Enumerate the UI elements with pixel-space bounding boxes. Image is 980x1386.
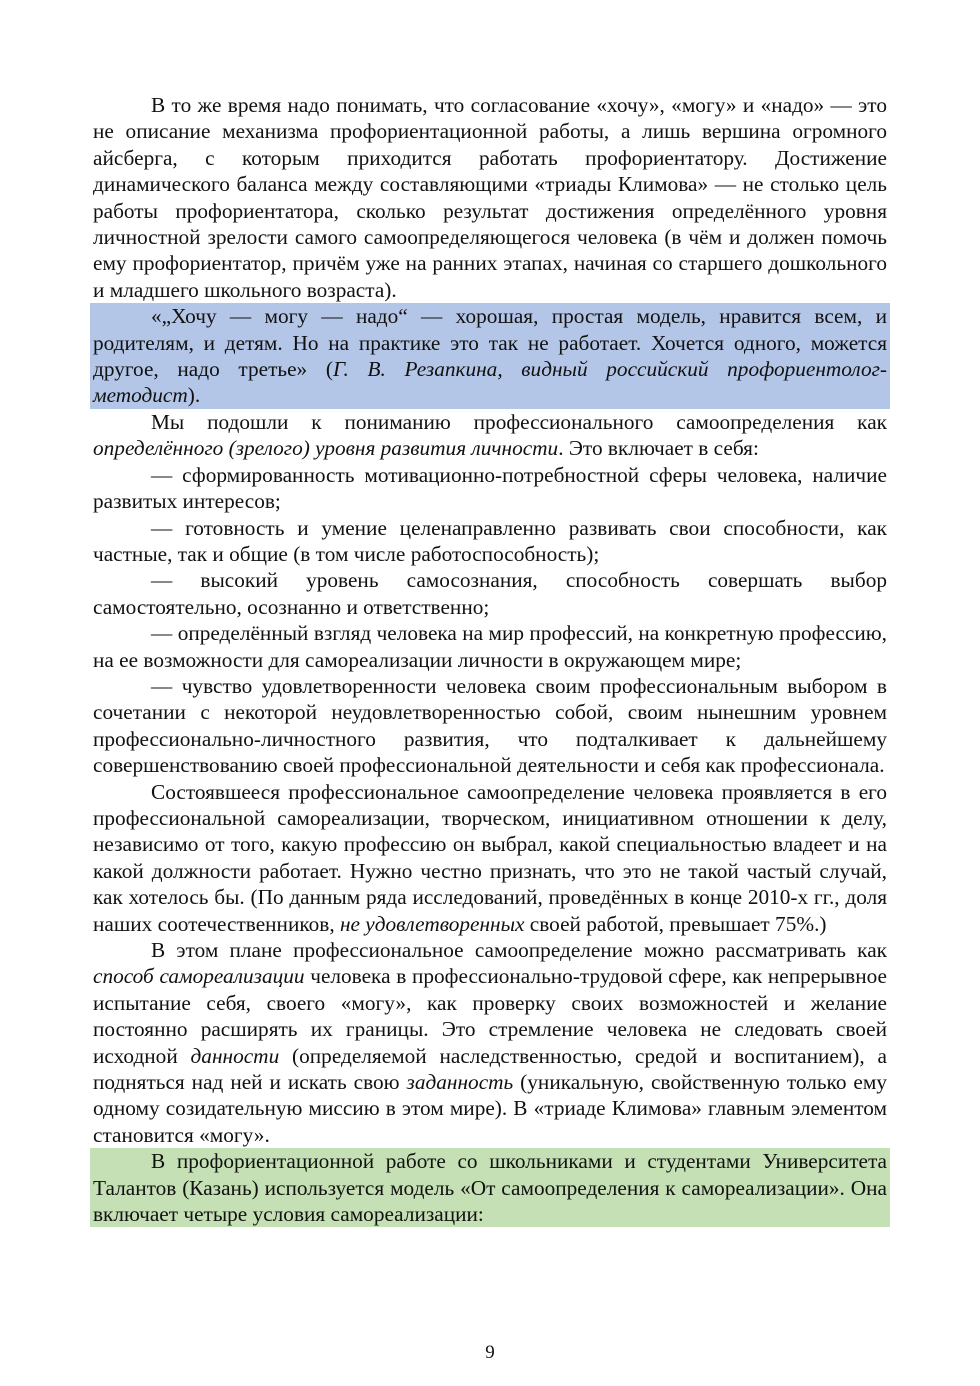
text-run: (уникальную, свойственную только ему одному созидательную миссию в этом мире). В «триаде Климова» главным элементом становится «могу». <box>93 1070 887 1147</box>
text-run: — сформированность мотивационно-потребностной сферы человека, наличие развитых интересов; <box>93 462 887 514</box>
text-run: — готовность и умение целенаправленно развивать свои способности, как частные, так и общие (в том числе работоспособность); <box>93 515 887 566</box>
body-paragraph <box>93 462 887 515</box>
text-run: — высокий уровень самосознания, способность совершать выбор самостоятельно, осознанно и ответственно; <box>93 568 887 619</box>
text-run: В то же время надо понимать, что согласование «хочу», «могу» и «надо» — это не описание механизма профориентационной работы, а лишь вершина огромного айсберга, с которым приходится работать профориентатору. Достижение динамического баланса между составляющими «триады Климова» — не столько цель работы профориентатора, сколько результат достижения определённого уровня личностной зрелости самого самоопределяющегося человека (в чём и должен помочь ему профориентатор, причём уже на ранних этапах, начиная со старшего дошкольного и младшего школьного возраста). <box>93 93 887 302</box>
italic-text: определённого (зрелого) уровня развития личности <box>93 436 559 461</box>
text-run: Состоявшееся профессиональное самоопределение человека проявляется в его профессиональной самореализации, творческом, инициативном отношении к делу, независимо от того, какую профессию он выбрал, какой специальностью владеет и на какой должности работает. Нужно честно признать, что это не такой частый случай, как хотелось бы. (По данным ряда исследований, проведённых в конце 2010-х гг., доля наших соотечественников, <box>93 779 887 936</box>
highlighted-paragraph <box>90 1148 890 1227</box>
page-number: 9 <box>485 1342 495 1363</box>
text-run: . Это включает в себя: <box>558 436 759 461</box>
body-paragraph <box>93 567 887 620</box>
italic-text: не удовлетворенных <box>339 911 525 936</box>
body-paragraph <box>93 673 887 779</box>
body-paragraph <box>93 409 887 462</box>
text-run: Мы подошли к пониманию профессионального самоопределения как <box>151 409 887 434</box>
text-run: своей работой, превышает 75%.) <box>524 911 827 936</box>
text-run: человека в профессионально-трудовой сфере, как непрерывное испытание себя, своего «могу», как проверку своих возможностей и желание постоянно расширять их границы. Это стремление человека не следовать своей исходной <box>93 964 887 1068</box>
page-body <box>93 92 887 1227</box>
body-paragraph <box>93 620 887 673</box>
text-run: ). <box>187 383 201 408</box>
quote-paragraph-highlighted <box>90 303 890 409</box>
body-paragraph <box>93 515 887 568</box>
text-run: В профориентационной работе со школьниками и студентами Университета Талантов (Казань) используется модель «От самоопределения к самореализации». Она включает четыре условия самореализации: <box>93 1149 887 1227</box>
body-paragraph <box>93 92 887 303</box>
italic-text: заданность <box>406 1070 514 1095</box>
text-run: — чувство удовлетворенности человека своим профессиональным выбором в сочетании с некоторой неудовлетворенностью собой, своим нынешним уровнем профессионально-личностного развития, что подталкивает к дальнейшему совершенствованию своей профессиональной деятельности и себя как профессионала. <box>93 673 887 778</box>
italic-text: способ самореализации <box>93 964 305 989</box>
text-run: В этом плане профессиональное самоопределение можно рассматривать как <box>151 938 887 962</box>
text-run: «„Хочу — могу — надо“ — хорошая, простая модель, нравится всем, и родителям, и детям. Но на практике это так не работает. Хочется одного, можется другое, надо третье» ( <box>93 304 887 382</box>
text-run: — определённый взгляд человека на мир профессий, на конкретную профессию, на ее возможности для самореализации личности в окружающем мире; <box>93 621 887 672</box>
body-paragraph <box>93 937 887 1148</box>
text-run: (определяемой наследственностью, средой и воспитанием), а подняться над ней и искать свою <box>93 1043 887 1095</box>
italic-text: данности <box>190 1043 280 1068</box>
italic-text: Г. В. Резапкина, видный российский профориентолог-методист <box>93 357 887 408</box>
body-paragraph <box>93 779 887 937</box>
